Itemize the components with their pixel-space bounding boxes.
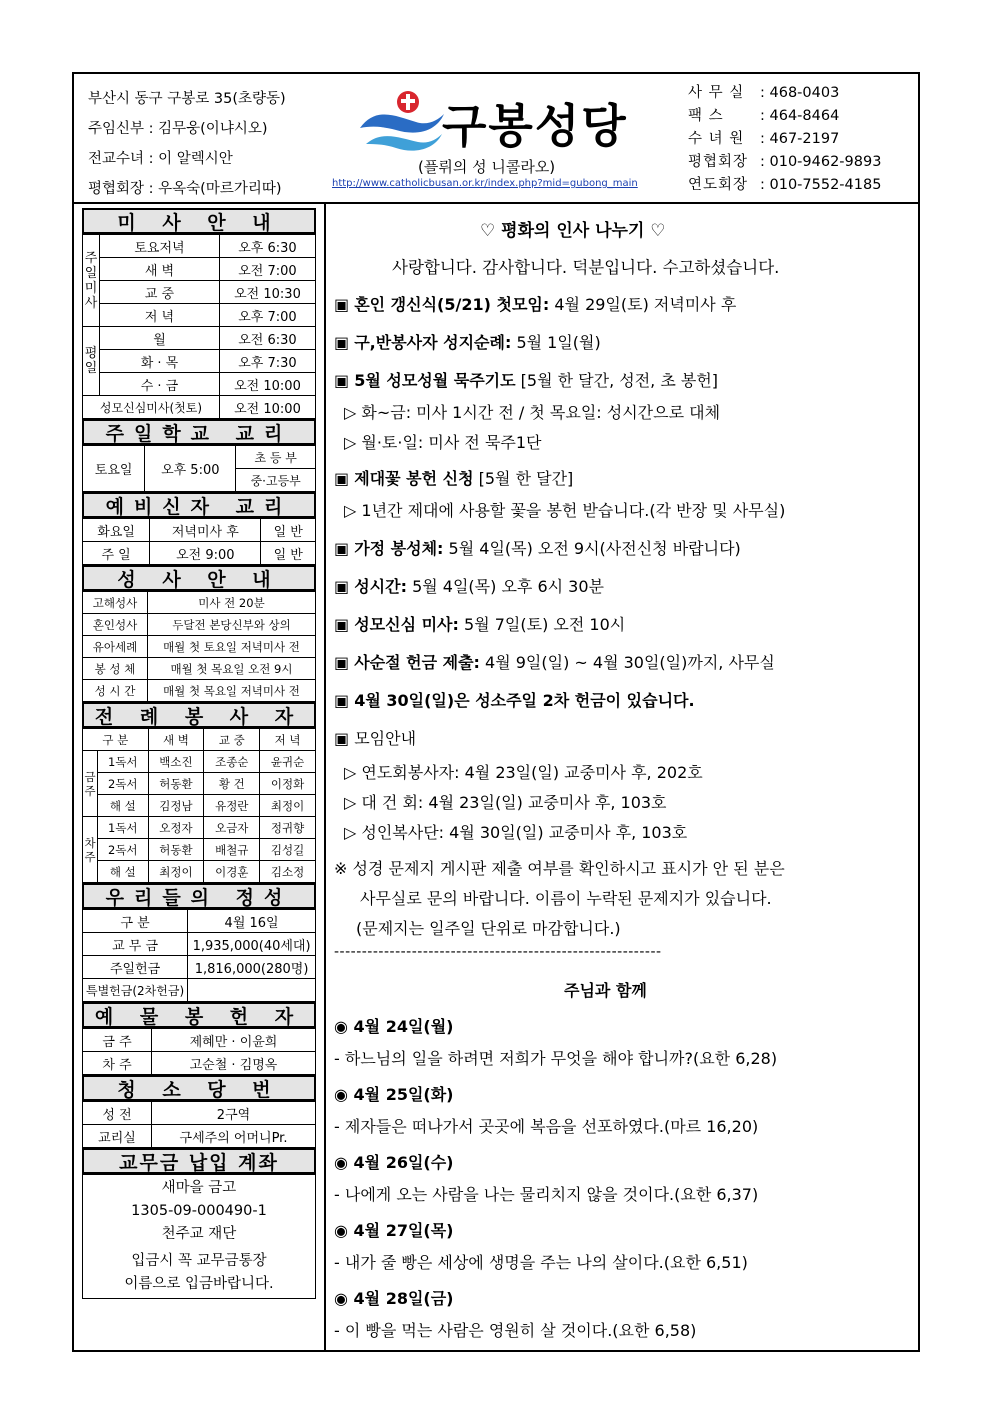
day-date: ◉ 4월 25일(화) bbox=[334, 1085, 454, 1104]
pastor: 주임신부 : 김무웅(이냐시오) bbox=[88, 121, 268, 137]
catechumen-table: 화요일 저녁미사 후 일 반 주 일 오전 9:00 일 반 bbox=[82, 518, 316, 565]
day-date: ◉ 4월 24일(월) bbox=[334, 1017, 454, 1036]
mass-title: 미 사 안 내 bbox=[82, 208, 316, 234]
mass-table: 주일미사 토요저녁 오후 6:30 새 벽 오전 7:00 교 중 오전 10:30 저 녁 오후 7:00 평일 월 오전 6:30 화 · 목 오후 7:30 수 · 금 오전 10:00 성모신심미사(첫토) 오전 10:00 bbox=[82, 234, 316, 419]
header bbox=[74, 74, 918, 204]
church-name: 구봉성당 bbox=[442, 99, 628, 153]
notice-item: ▣ 성모신심 미사: 5월 7일(토) 오전 10시 bbox=[334, 615, 626, 634]
sub-item: ▷ 월·토·일: 미사 전 묵주1단 bbox=[344, 433, 542, 452]
contact-row: 수 녀 원 : 467-2197 bbox=[688, 131, 840, 147]
bible-notice: 사무실로 문의 바랍니다. 이름이 누락된 문제지가 있습니다. bbox=[360, 889, 772, 908]
council-president: 평협회장 : 우옥숙(마르가리따) bbox=[88, 181, 282, 197]
sub-item: ▷ 연도회봉사자: 4월 23일(일) 교중미사 후, 202호 bbox=[344, 763, 703, 782]
dashed-divider: ----------------------------------------------------------- bbox=[334, 944, 662, 960]
sidebar bbox=[82, 208, 316, 1299]
contact-row: 사 무 실 : 468-0403 bbox=[688, 85, 840, 101]
sunday-label: 주일미사 bbox=[83, 235, 100, 327]
server-title: 전 례 봉 사 자 bbox=[82, 702, 316, 728]
sister: 전교수녀 : 이 알렉시안 bbox=[88, 151, 233, 167]
sub-item: ▷ 대 건 회: 4월 23일(일) 교중미사 후, 103호 bbox=[344, 793, 667, 812]
header-info bbox=[88, 84, 286, 204]
notice-item: ▣ 구,반봉사자 성지순례: 5월 1일(월) bbox=[334, 333, 601, 352]
account-title: 교무금 납입 계좌 bbox=[82, 1148, 316, 1174]
notice-item: ▣ 혼인 갱신식(5/21) 첫모임: 4월 29일(토) 저녁미사 후 bbox=[334, 295, 737, 314]
offering-title: 우리들의 정성 bbox=[82, 883, 316, 909]
day-date: ◉ 4월 28일(금) bbox=[334, 1289, 454, 1308]
contact-row: 팩 스 : 464-8464 bbox=[688, 108, 840, 124]
notice-item: ▣ 가정 봉성체: 5월 4일(목) 오전 9시(사전신청 바랍니다) bbox=[334, 539, 741, 558]
server-table: 구 분 새 벽 교 중 저 녁 금주 1독서 백소진 조종순 윤귀순 2독서 허동환 황 건 이정화 해 설 김정남 유정란 최정이 차주 1독서 오정자 오금자 정귀향 2독서 허동환 배철규 김성길 해 설 최정이 이경훈 김소정 bbox=[82, 728, 316, 883]
weekday-label: 평일 bbox=[83, 327, 100, 396]
website-link[interactable]: http://www.catholicbusan.or.kr/index.php?mid=gubong_main bbox=[332, 178, 638, 189]
contact-row: 연도회장 : 010-7552-4185 bbox=[688, 177, 882, 193]
notice-item: ▣ 성시간: 5월 4일(목) 오후 6시 30분 bbox=[334, 577, 604, 596]
day-verse: - 내가 줄 빵은 세상에 생명을 주는 나의 살이다.(요한 6,51) bbox=[334, 1253, 748, 1272]
catechumen-title: 예비신자 교리 bbox=[82, 492, 316, 518]
notice-item: ▣ 모임안내 bbox=[334, 729, 417, 748]
bulletin-frame bbox=[72, 72, 920, 1352]
school-table: 토요일 오후 5:00 초 등 부 중·고등부 bbox=[82, 445, 316, 492]
bible-notice: ※ 성경 문제지 게시판 제출 여부를 확인하시고 표시가 안 된 분은 bbox=[334, 859, 785, 878]
offering-table: 구 분 4월 16일 교 무 금 1,935,000(40세대) 주일헌금 1,816,000(280명) 특별헌금(2차헌금) bbox=[82, 909, 316, 1002]
day-date: ◉ 4월 26일(수) bbox=[334, 1153, 454, 1172]
sacrament-table: 고해성사 미사 전 20분 혼인성사 두달전 본당신부와 상의 유아세례 매월 첫 토요일 저녁미사 전 봉 성 체 매월 첫 목요일 오전 9시 성 시 간 매월 첫 목요일 저녁미사 전 bbox=[82, 591, 316, 702]
church-emblem-icon bbox=[356, 86, 446, 156]
sacrament-title: 성 사 안 내 bbox=[82, 565, 316, 591]
cleaning-table: 성 전 2구역 교리실 구세주의 어머니Pr. bbox=[82, 1101, 316, 1148]
school-title: 주일학교 교리 bbox=[82, 419, 316, 445]
account-info: 새마을 금고 1305-09-000490-1 천주교 재단 입금시 꼭 교무금통장 이름으로 입금바랍니다. bbox=[82, 1174, 316, 1299]
notice-item: ▣ 4월 30일(일)은 성소주일 2차 헌금이 있습니다. bbox=[334, 691, 695, 710]
notice-item: ▣ 제대꽃 봉헌 신청 [5월 한 달간] bbox=[334, 469, 574, 488]
notice-item: ▣ 5월 성모성월 묵주기도 [5월 한 달간, 성전, 초 봉헌] bbox=[334, 371, 719, 390]
sub-item: ▷ 성인복사단: 4월 30일(일) 교중미사 후, 103호 bbox=[344, 823, 688, 842]
peace-title: ♡ 평화의 인사 나누기 ♡ bbox=[480, 221, 666, 241]
with-lord-title: 주님과 함께 bbox=[564, 981, 647, 1000]
sub-item: ▷ 1년간 제대에 사용할 꽃을 봉헌 받습니다.(각 반장 및 사무실) bbox=[344, 501, 786, 520]
column-divider bbox=[324, 202, 326, 1352]
peace-text: 사랑합니다. 감사합니다. 덕분입니다. 수고하셨습니다. bbox=[392, 258, 780, 277]
gift-title: 예 물 봉 헌 자 bbox=[82, 1002, 316, 1028]
contact-row: 평협회장 : 010-9462-9893 bbox=[688, 154, 882, 170]
sub-item: ▷ 화~금: 미사 1시간 전 / 첫 목요일: 성시간으로 대체 bbox=[344, 403, 721, 422]
day-verse: - 이 빵을 먹는 사람은 영원히 살 것이다.(요한 6,58) bbox=[334, 1321, 697, 1340]
bible-notice: (문제지는 일주일 단위로 마감합니다.) bbox=[356, 919, 621, 938]
notice-item: ▣ 사순절 헌금 제출: 4월 9일(일) ~ 4월 30일(일)까지, 사무실 bbox=[334, 653, 775, 672]
day-verse: - 나에게 오는 사람을 나는 물리치지 않을 것이다.(요한 6,37) bbox=[334, 1185, 759, 1204]
gift-table: 금 주 제혜만 · 이윤희 차 주 고순철 · 김명옥 bbox=[82, 1028, 316, 1075]
day-verse: - 제자들은 떠나가서 곳곳에 복음을 선포하였다.(마르 16,20) bbox=[334, 1117, 759, 1136]
day-verse: - 하느님의 일을 하려면 저희가 무엇을 해야 합니까?(요한 6,28) bbox=[334, 1049, 778, 1068]
church-logo bbox=[332, 86, 676, 196]
church-patron: (플뤼의 성 니콜라오) bbox=[418, 158, 556, 176]
contact-list bbox=[688, 82, 881, 197]
address: 부산시 동구 구봉로 35(초량동) bbox=[88, 91, 286, 107]
clean-title: 청 소 당 번 bbox=[82, 1075, 316, 1101]
day-date: ◉ 4월 27일(목) bbox=[334, 1221, 454, 1240]
